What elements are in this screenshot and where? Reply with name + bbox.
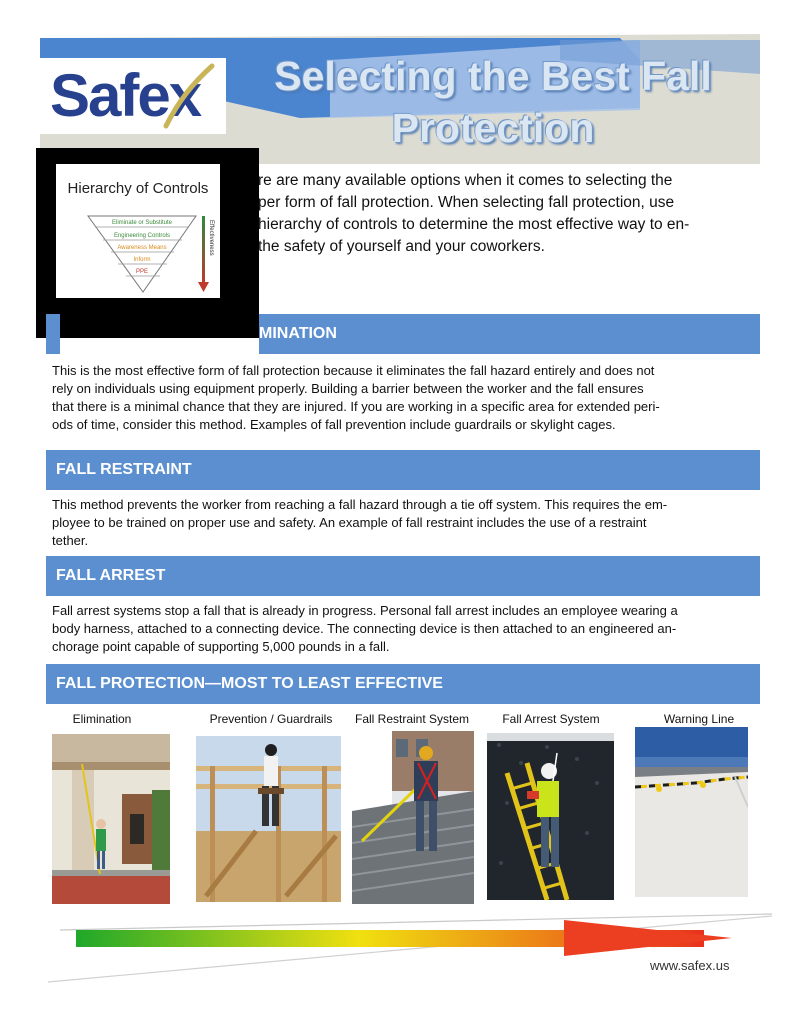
photo-fall-arrest <box>487 733 614 900</box>
arrow-head-icon <box>564 920 732 956</box>
level-ppe: PPE <box>135 269 149 275</box>
photo-fall-restraint <box>352 731 474 904</box>
photo-guardrails <box>196 736 341 902</box>
paragraph-line: This is the most effective form of fall protection because it eliminates the fall hazard entirely and does not <box>52 363 655 378</box>
effectiveness-arrow-icon <box>198 282 209 292</box>
intro-line: the safety of yourself and your coworkers. <box>258 238 545 255</box>
photo-warning-line <box>635 727 748 897</box>
fall-arrest-paragraph <box>52 602 746 656</box>
paragraph-line: that there is a minimal chance that they are injured. If you are working in a specific area for extended peri- <box>52 399 660 414</box>
decorative-swoosh-line <box>60 914 772 930</box>
section-header-fall-restraint: FALL RESTRAINT <box>46 450 760 490</box>
section-header-edge <box>46 314 60 354</box>
intro-line: re are many available options when it comes to selecting the <box>258 172 673 189</box>
level-eliminate: Eliminate or Substitute <box>111 220 173 226</box>
section-header-fall-arrest: FALL ARREST <box>46 556 760 596</box>
fall-restraint-paragraph <box>52 496 746 550</box>
logo-swoosh-icon <box>158 62 218 132</box>
paragraph-line: chorage point capable of supporting 5,000 pounds in a fall. <box>52 639 390 654</box>
hierarchy-pyramid <box>86 212 220 302</box>
footer-url[interactable]: www.safex.us <box>650 958 730 973</box>
section-header-ranking: FALL PROTECTION—MOST TO LEAST EFFECTIVE <box>46 664 760 704</box>
paragraph-line: Fall arrest systems stop a fall that is already in progress. Personal fall arrest includes an employee wearing a <box>52 603 678 618</box>
caption-warning-line: Warning Line <box>663 712 735 726</box>
paragraph-line: tether. <box>52 533 89 548</box>
level-awareness: Awareness Means <box>117 245 167 251</box>
intro-paragraph <box>258 170 740 258</box>
hierarchy-title: Hierarchy of Controls <box>67 180 209 197</box>
effectiveness-bar <box>202 216 205 284</box>
caption-prevention: Prevention / Guardrails <box>209 712 333 726</box>
caption-fall-restraint: Fall Restraint System <box>354 712 470 726</box>
paragraph-line: rely on individuals using equipment properly. Building a barrier between the worker and the fall ensures <box>52 381 644 396</box>
safex-logo: Safex <box>50 62 201 129</box>
section-header-elimination: MINATION <box>259 314 760 354</box>
intro-line: hierarchy of controls to determine the most effective way to en- <box>258 216 690 233</box>
level-inform: Inform <box>133 257 151 263</box>
elimination-paragraph <box>52 362 746 434</box>
paragraph-line: This method prevents the worker from reaching a fall hazard through a tie off system. This requires the em- <box>52 497 668 512</box>
effectiveness-arrow <box>44 912 779 992</box>
level-engineering: Engineering Controls <box>113 233 171 239</box>
effectiveness-label: Effectiveness <box>208 220 214 256</box>
title-line-1: Selecting the Best Fall <box>274 53 712 99</box>
photo-elimination <box>52 734 170 904</box>
paragraph-line: ployee to be trained on proper use and safety. An example of fall restraint includes the use of a restraint <box>52 515 647 530</box>
title-line-2: Protection <box>391 105 595 151</box>
intro-line: per form of fall protection. When selecting fall protection, use <box>258 194 675 211</box>
paragraph-line: ods of time, consider this method. Examples of fall prevention include guardrails or skylight cages. <box>52 417 616 432</box>
caption-fall-arrest: Fall Arrest System <box>502 712 600 726</box>
caption-elimination: Elimination <box>72 712 132 726</box>
paragraph-line: body harness, attached to a connecting device. The connecting device is then attached to an engineered an- <box>52 621 677 636</box>
page-title <box>228 50 758 154</box>
